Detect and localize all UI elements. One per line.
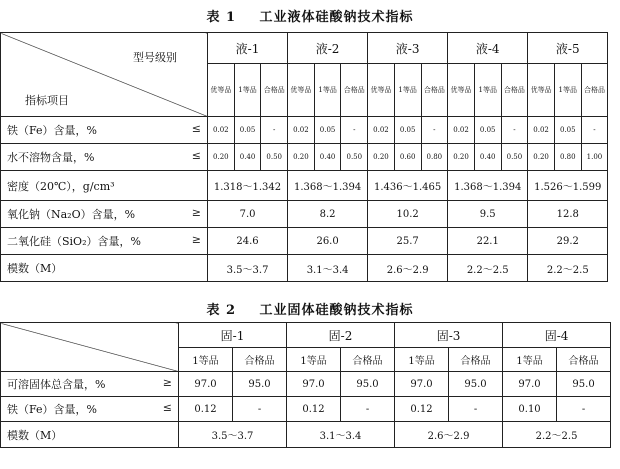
row-label-text: 二氧化硅（SiO₂）含量，% xyxy=(7,235,141,248)
type-header: 固-1 xyxy=(179,323,287,348)
type-header: 固-3 xyxy=(395,323,503,348)
table-cell: 0.40 xyxy=(314,144,341,171)
table-cell: 0.02 xyxy=(448,117,475,144)
table-cell: 3.5～3.7 xyxy=(179,422,287,448)
grade-header: 合格品 xyxy=(233,348,287,372)
table-cell: - xyxy=(501,117,528,144)
row-label-text: 模数（M） xyxy=(7,428,63,442)
grade-header: 合格品 xyxy=(557,348,611,372)
row-label xyxy=(1,372,179,397)
grade-header: 优等品 xyxy=(368,64,395,117)
table-cell: - xyxy=(341,397,395,422)
table-cell: 97.0 xyxy=(179,372,233,397)
table2-header-corner xyxy=(1,323,179,372)
table-cell: 24.6 xyxy=(208,228,288,255)
table2 xyxy=(0,322,611,448)
table-cell: 1.318～1.342 xyxy=(208,171,288,201)
grade-header: 优等品 xyxy=(208,64,235,117)
row-label xyxy=(1,144,208,171)
table-cell: 0.50 xyxy=(341,144,368,171)
table-cell: 1.526～1.599 xyxy=(528,171,608,201)
table-cell: - xyxy=(421,117,448,144)
row-label-text: 密度（20℃），g/cm³ xyxy=(7,179,115,193)
table-cell: 2.2～2.5 xyxy=(503,422,611,448)
table-row xyxy=(1,372,611,397)
row-label-text: 可溶固体总含量，% xyxy=(7,378,106,391)
table-cell: - xyxy=(449,397,503,422)
table1-caption xyxy=(0,6,620,25)
grade-header: 1等品 xyxy=(503,348,557,372)
table-cell: 0.05 xyxy=(394,117,421,144)
type-header: 液-1 xyxy=(208,33,288,64)
table-row xyxy=(1,201,608,228)
table-cell: 95.0 xyxy=(557,372,611,397)
grade-header: 合格品 xyxy=(341,64,368,117)
table-cell: 26.0 xyxy=(288,228,368,255)
grade-header: 1等品 xyxy=(474,64,501,117)
table-cell: 10.2 xyxy=(368,201,448,228)
table-cell: 0.20 xyxy=(368,144,395,171)
table-row xyxy=(1,144,608,171)
row-label xyxy=(1,422,179,448)
table-cell: 0.02 xyxy=(528,117,555,144)
table-cell: 95.0 xyxy=(449,372,503,397)
grade-header: 合格品 xyxy=(449,348,503,372)
table-cell: - xyxy=(233,397,287,422)
table-cell: 2.6～2.9 xyxy=(395,422,503,448)
type-header: 液-3 xyxy=(368,33,448,64)
table-cell: 0.50 xyxy=(261,144,288,171)
table-cell: - xyxy=(557,397,611,422)
table-cell: 0.40 xyxy=(234,144,261,171)
type-header: 固-2 xyxy=(287,323,395,348)
table-cell: 0.50 xyxy=(501,144,528,171)
grade-header: 1等品 xyxy=(179,348,233,372)
table-cell: 8.2 xyxy=(288,201,368,228)
table-cell: 0.02 xyxy=(208,117,235,144)
row-label xyxy=(1,397,179,422)
row-label xyxy=(1,255,208,282)
table-cell: 0.80 xyxy=(554,144,581,171)
table-cell: 0.12 xyxy=(179,397,233,422)
corner-bottom-label: 指标项目 xyxy=(25,94,69,107)
row-label xyxy=(1,171,208,201)
table-cell: 0.60 xyxy=(394,144,421,171)
table-cell: 0.10 xyxy=(503,397,557,422)
table-cell: 22.1 xyxy=(448,228,528,255)
table-cell: 2.6～2.9 xyxy=(368,255,448,282)
row-label-text: 铁（Fe）含量，% xyxy=(7,403,97,416)
table-cell: 0.12 xyxy=(395,397,449,422)
grade-header: 1等品 xyxy=(394,64,421,117)
table2-number: 表 2 xyxy=(206,303,237,318)
table-cell: 97.0 xyxy=(287,372,341,397)
type-header: 固-4 xyxy=(503,323,611,348)
grade-header: 合格品 xyxy=(341,348,395,372)
table-row xyxy=(1,255,608,282)
inequality-symbol: ≤ xyxy=(162,401,172,414)
table-cell: 1.00 xyxy=(581,144,608,171)
grade-header: 1等品 xyxy=(234,64,261,117)
table-cell: - xyxy=(341,117,368,144)
row-label xyxy=(1,117,208,144)
table1-title: 工业液体硅酸钠技术指标 xyxy=(259,10,414,25)
table-cell: 0.20 xyxy=(448,144,475,171)
table-cell: 9.5 xyxy=(448,201,528,228)
table-row xyxy=(1,228,608,255)
table-cell: 95.0 xyxy=(233,372,287,397)
table2-caption xyxy=(0,299,620,318)
table-cell: 0.02 xyxy=(368,117,395,144)
table-cell: 12.8 xyxy=(528,201,608,228)
row-label-text: 铁（Fe）含量，% xyxy=(7,124,97,137)
table-cell: 0.02 xyxy=(288,117,315,144)
table-cell: 7.0 xyxy=(208,201,288,228)
grade-header: 1等品 xyxy=(554,64,581,117)
corner-top-label: 型号级别 xyxy=(133,51,177,64)
table-cell: - xyxy=(261,117,288,144)
table-row xyxy=(1,422,611,448)
table-row xyxy=(1,397,611,422)
table1-header-corner xyxy=(1,33,208,117)
grade-header: 合格品 xyxy=(261,64,288,117)
table-cell: 0.20 xyxy=(208,144,235,171)
inequality-symbol: ≤ xyxy=(191,149,201,162)
type-header: 液-5 xyxy=(528,33,608,64)
table-cell: 1.368～1.394 xyxy=(448,171,528,201)
table1 xyxy=(0,32,608,282)
grade-header: 合格品 xyxy=(501,64,528,117)
grade-header: 合格品 xyxy=(581,64,608,117)
table-cell: 1.436～1.465 xyxy=(368,171,448,201)
row-label xyxy=(1,228,208,255)
grade-header: 1等品 xyxy=(314,64,341,117)
grade-header: 1等品 xyxy=(287,348,341,372)
table1-number: 表 1 xyxy=(206,10,237,25)
row-label-text: 氧化钠（Na₂O）含量，% xyxy=(7,208,136,221)
table-cell: 0.80 xyxy=(421,144,448,171)
table-cell: 0.40 xyxy=(474,144,501,171)
table-cell: - xyxy=(581,117,608,144)
table-cell: 97.0 xyxy=(503,372,557,397)
type-header: 液-4 xyxy=(448,33,528,64)
row-label xyxy=(1,201,208,228)
table-row xyxy=(1,117,608,144)
type-header: 液-2 xyxy=(288,33,368,64)
grade-header: 1等品 xyxy=(395,348,449,372)
table-cell: 0.20 xyxy=(288,144,315,171)
table2-title: 工业固体硅酸钠技术指标 xyxy=(259,303,414,318)
table-cell: 95.0 xyxy=(341,372,395,397)
table-cell: 0.05 xyxy=(234,117,261,144)
inequality-symbol: ≥ xyxy=(162,376,172,389)
inequality-symbol: ≥ xyxy=(191,206,201,219)
grade-header: 合格品 xyxy=(421,64,448,117)
table-cell: 0.12 xyxy=(287,397,341,422)
table-cell: 0.20 xyxy=(528,144,555,171)
inequality-symbol: ≥ xyxy=(191,233,201,246)
inequality-symbol: ≤ xyxy=(191,122,201,135)
table-cell: 3.5～3.7 xyxy=(208,255,288,282)
table-row xyxy=(1,171,608,201)
table-cell: 0.05 xyxy=(314,117,341,144)
table-cell: 29.2 xyxy=(528,228,608,255)
table-cell: 1.368～1.394 xyxy=(288,171,368,201)
row-label-text: 模数（M） xyxy=(7,262,63,275)
grade-header: 优等品 xyxy=(448,64,475,117)
table-cell: 3.1～3.4 xyxy=(288,255,368,282)
table-cell: 2.2～2.5 xyxy=(448,255,528,282)
table-cell: 97.0 xyxy=(395,372,449,397)
table-cell: 3.1～3.4 xyxy=(287,422,395,448)
table-cell: 0.05 xyxy=(554,117,581,144)
table-cell: 25.7 xyxy=(368,228,448,255)
row-label-text: 水不溶物含量，% xyxy=(7,151,95,164)
table-cell: 0.05 xyxy=(474,117,501,144)
table-cell: 2.2～2.5 xyxy=(528,255,608,282)
grade-header: 优等品 xyxy=(288,64,315,117)
grade-header: 优等品 xyxy=(528,64,555,117)
